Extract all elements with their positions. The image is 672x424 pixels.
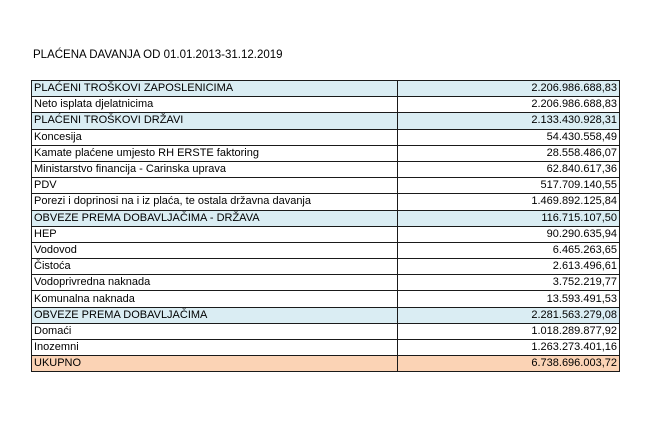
row-label: HEP [32,226,398,242]
row-amount: 3.752.219,77 [398,275,620,291]
row-amount: 2.133.430.928,31 [398,113,620,129]
row-label: UKUPNO [32,356,398,372]
payments-table [31,80,620,372]
table-row [32,291,620,307]
row-amount: 1.018.289.877,92 [398,323,620,339]
document-title: PLAĆENA DAVANJA OD 01.01.2013-31.12.2019 [33,49,283,61]
row-amount: 2.206.986.688,83 [398,81,620,97]
row-amount: 28.558.486,07 [398,145,620,161]
payments-table-body [32,81,620,372]
row-label: Vodoprivredna naknada [32,275,398,291]
table-row [32,226,620,242]
row-label: Inozemni [32,340,398,356]
row-amount: 2.613.496,61 [398,259,620,275]
row-amount: 517.709.140,55 [398,178,620,194]
table-row [32,194,620,210]
table-row [32,145,620,161]
table-row-section [32,113,620,129]
row-label: PLAĆENI TROŠKOVI DRŽAVI [32,113,398,129]
row-label: Neto isplata djelatnicima [32,97,398,113]
row-amount: 6.738.696.003,72 [398,356,620,372]
table-row [32,259,620,275]
row-label: OBVEZE PREMA DOBAVLJAČIMA - DRŽAVA [32,210,398,226]
table-row-section [32,81,620,97]
row-amount: 62.840.617,36 [398,161,620,177]
row-amount: 6.465.263,65 [398,242,620,258]
table-row [32,129,620,145]
row-label: Čistoća [32,259,398,275]
row-amount: 116.715.107,50 [398,210,620,226]
row-label: Koncesija [32,129,398,145]
row-label: PDV [32,178,398,194]
row-amount: 54.430.558,49 [398,129,620,145]
table-row [32,323,620,339]
row-label: Vodovod [32,242,398,258]
table-row [32,275,620,291]
table-row [32,340,620,356]
row-label: Ministarstvo financija - Carinska uprava [32,161,398,177]
row-label: Domaći [32,323,398,339]
row-amount: 2.206.986.688,83 [398,97,620,113]
row-amount: 13.593.491,53 [398,291,620,307]
row-label: Porezi i doprinosi na i iz plaća, te ostala državna davanja [32,194,398,210]
row-amount: 1.263.273.401,16 [398,340,620,356]
table-row-total [32,356,620,372]
table-row-section [32,210,620,226]
table-row [32,97,620,113]
row-amount: 90.290.635,94 [398,226,620,242]
table-row [32,242,620,258]
table-row [32,161,620,177]
row-label: OBVEZE PREMA DOBAVLJAČIMA [32,307,398,323]
row-label: PLAĆENI TROŠKOVI ZAPOSLENICIMA [32,81,398,97]
row-amount: 2.281.563.279,08 [398,307,620,323]
row-amount: 1.469.892.125,84 [398,194,620,210]
row-label: Kamate plaćene umjesto RH ERSTE faktoring [32,145,398,161]
row-label: Komunalna naknada [32,291,398,307]
table-row [32,178,620,194]
table-row-section [32,307,620,323]
